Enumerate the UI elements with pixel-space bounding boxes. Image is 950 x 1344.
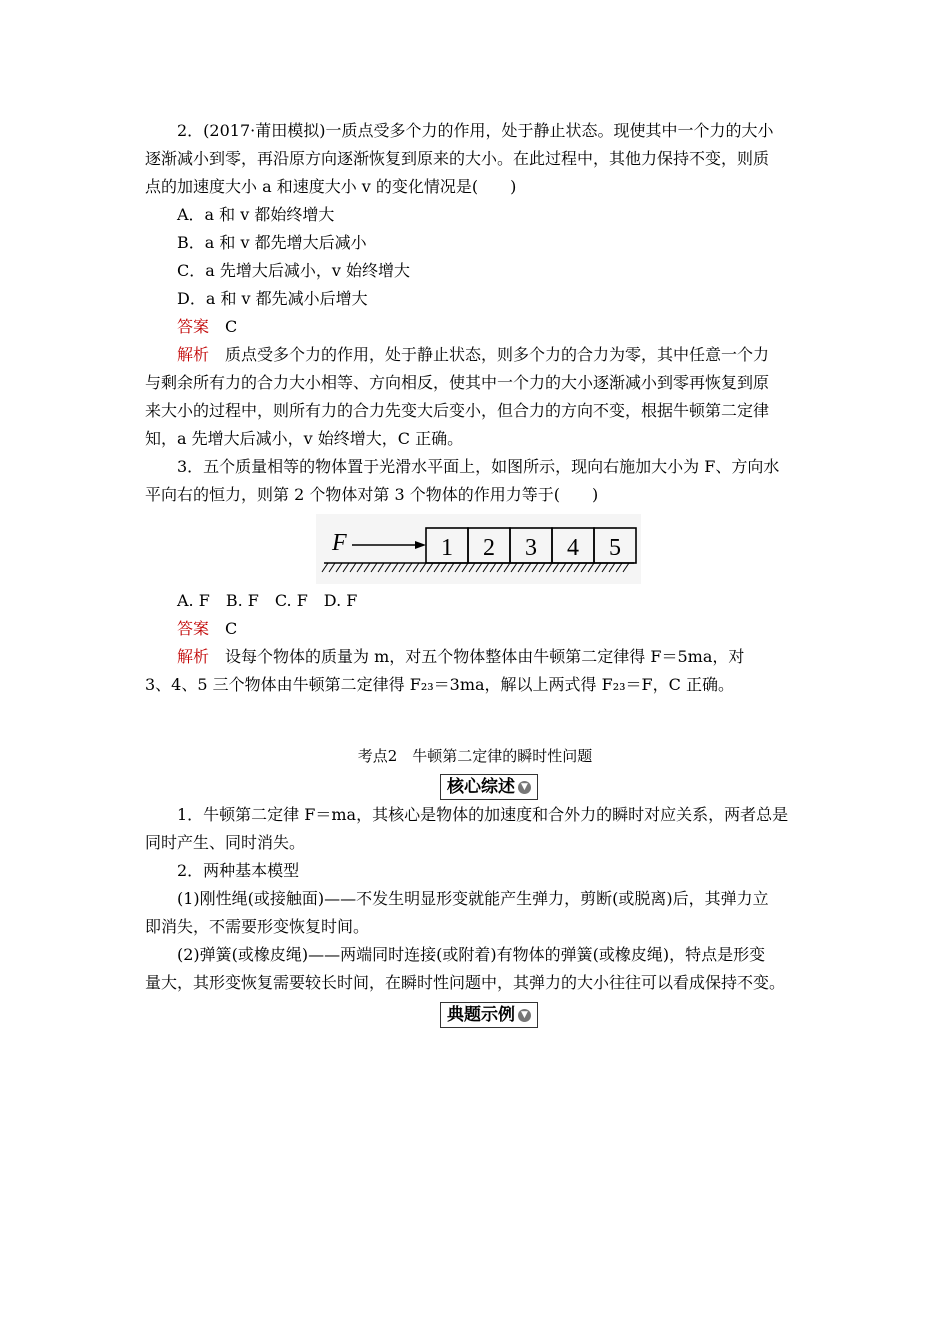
- q2-option-c: C．a 先增大后减小，v 始终增大: [177, 261, 410, 280]
- block-2-label: 2: [483, 535, 495, 561]
- q3-answer-line: [177, 615, 842, 643]
- q2-answer-line: [177, 313, 842, 341]
- down-triangle-icon: ▼: [518, 781, 531, 794]
- q2-stem-line-3: 点的加速度大小 a 和速度大小 v 的变化情况是( ): [145, 177, 517, 196]
- q2-analysis-line-4: 知，a 先增大后减小，v 始终增大，C 正确。: [145, 429, 464, 448]
- block-3-label: 3: [525, 535, 537, 561]
- example-badge: [440, 1002, 538, 1028]
- q2-stem-line-1: 2．(2017·莆田模拟)一质点受多个力的作用，处于静止状态。现使其中一个力的大小: [177, 121, 774, 140]
- q3-analysis-line-2: 3、4、5 三个物体由牛顿第二定律得 F₂₃＝3ma，解以上两式得 F₂₃＝F，C 正确。: [145, 675, 734, 694]
- s-para1-line-2: 同时产生、同时消失。: [145, 833, 306, 852]
- q2-analysis-text-1: 质点受多个力的作用，处于静止状态，则多个力的合力为零，其中任意一个力: [225, 345, 770, 364]
- force-label: F: [332, 530, 347, 556]
- q3-stem-line-2: 平向右的恒力，则第 2 个物体对第 3 个物体的作用力等于( ): [145, 485, 599, 504]
- down-triangle-icon: ▼: [518, 1009, 531, 1022]
- s-para3-line-1: (1)刚性绳(或接触面)——不发生明显形变就能产生弹力，剪断(或脱离)后，其弹力立: [177, 889, 769, 908]
- section-title: 考点2 牛顿第二定律的瞬时性问题: [357, 747, 593, 765]
- s-para4-line-1: (2)弹簧(或橡皮绳)——两端同时连接(或附着)有物体的弹簧(或橡皮绳)，特点是形变: [177, 945, 766, 964]
- q2-analysis-label: 解析: [177, 345, 210, 364]
- q3-stem-line-1: 3．五个质量相等的物体置于光滑水平面上，如图所示，现向右施加大小为 F、方向水: [177, 457, 780, 476]
- q2-analysis-line-3: 来大小的过程中，则所有力的合力先变大后变小，但合力的方向不变，根据牛顿第二定律: [145, 401, 770, 420]
- q3-analysis-text-1: 设每个物体的质量为 m，对五个物体整体由牛顿第二定律得 F＝5ma，对: [225, 647, 745, 666]
- five-blocks-figure: [316, 514, 641, 584]
- example-label: 典题示例: [447, 1005, 515, 1025]
- q3-options: A. F B. F C. F D. F: [177, 591, 358, 610]
- block-1-label: 1: [441, 535, 453, 561]
- core-summary-badge: [440, 774, 538, 800]
- s-para2: 2．两种基本模型: [177, 861, 300, 880]
- s-para1-line-1: 1．牛顿第二定律 F＝ma，其核心是物体的加速度和合外力的瞬时对应关系，两者总是: [177, 805, 789, 824]
- q2-stem-line-2: 逐渐减小到零，再沿原方向逐渐恢复到原来的大小。在此过程中，其他力保持不变，则质: [145, 149, 770, 168]
- q3-analysis-line-1: [177, 643, 842, 671]
- s-para4-line-2: 量大，其形变恢复需要较长时间，在瞬时性问题中，其弹力的大小往往可以看成保持不变。: [145, 973, 786, 992]
- q2-option-b: B．a 和 v 都先增大后减小: [177, 233, 367, 252]
- q3-analysis-label: 解析: [177, 647, 210, 666]
- block-4-label: 4: [567, 535, 579, 561]
- q2-analysis-line-2: 与剩余所有力的合力大小相等、方向相反，使其中一个力的大小逐渐减小到零再恢复到原: [145, 373, 770, 392]
- q2-answer-label: 答案: [177, 317, 210, 336]
- q3-answer-label: 答案: [177, 619, 210, 638]
- q3-answer-value: C: [225, 619, 238, 638]
- q2-option-d: D．a 和 v 都先减小后增大: [177, 289, 368, 308]
- block-5-label: 5: [609, 535, 621, 561]
- s-para3-line-2: 即消失，不需要形变恢复时间。: [145, 917, 370, 936]
- core-summary-label: 核心综述: [447, 777, 515, 797]
- q2-answer-value: C: [225, 317, 238, 336]
- q2-option-a: A．a 和 v 都始终增大: [177, 205, 335, 224]
- q2-analysis-line-1: [177, 341, 842, 369]
